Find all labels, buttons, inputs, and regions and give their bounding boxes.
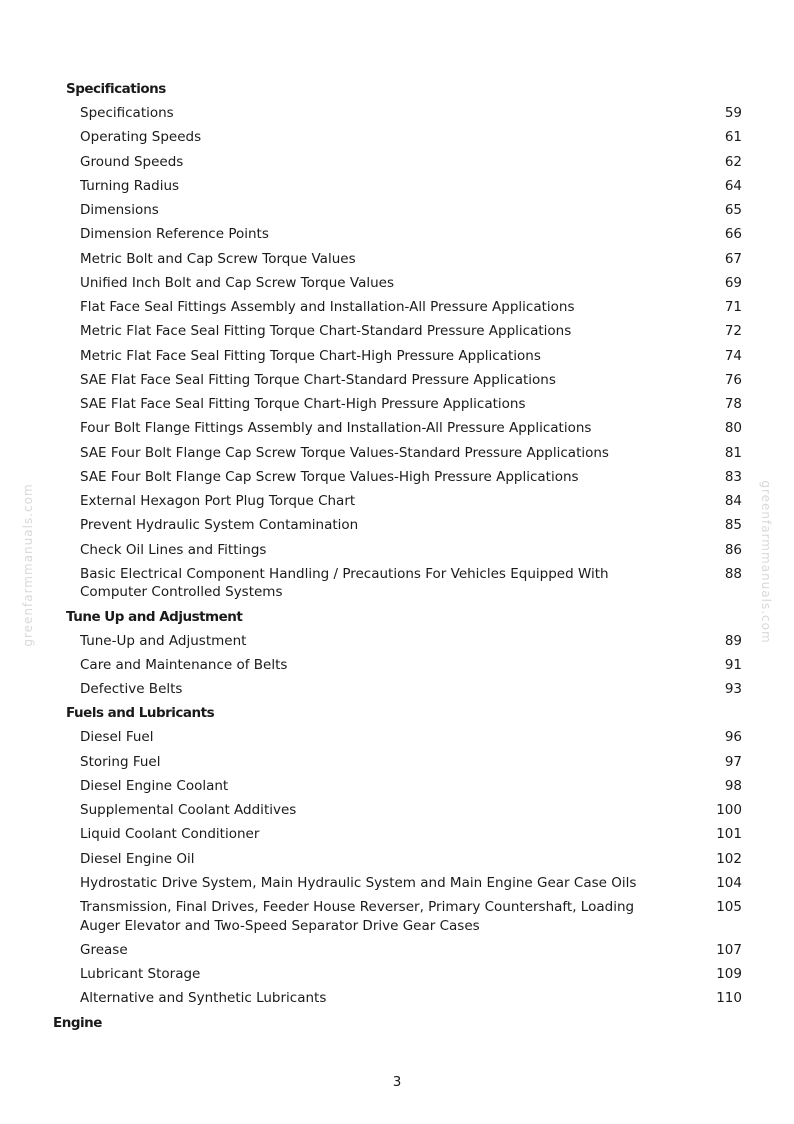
toc-entry-title: Turning Radius <box>80 177 180 194</box>
section-fuels-lubricants <box>0 725 794 1010</box>
toc-entry[interactable] <box>80 822 742 846</box>
toc-entry-page: 69 <box>724 274 742 291</box>
toc-entry-page: 84 <box>724 493 742 509</box>
toc-entry-title: Liquid Coolant Conditioner <box>80 826 260 843</box>
toc-entry[interactable] <box>80 871 742 895</box>
table-of-contents <box>0 77 794 1035</box>
toc-entry[interactable] <box>80 847 742 871</box>
toc-entry-page: 81 <box>724 444 742 461</box>
toc-entry-page: 76 <box>724 371 742 388</box>
toc-entry[interactable] <box>80 416 742 440</box>
watermark-left: greenfarmmanuals.com <box>21 483 35 647</box>
toc-entry-title: Metric Flat Face Seal Fitting Torque Chart-Standard Pressure Applications <box>80 323 572 340</box>
toc-entry-page: 71 <box>724 299 742 315</box>
toc-entry[interactable] <box>80 562 742 605</box>
toc-entry[interactable] <box>80 198 742 222</box>
toc-entry-page: 86 <box>724 541 742 558</box>
toc-entry[interactable] <box>80 392 742 416</box>
toc-entry-page: 62 <box>724 153 742 170</box>
toc-entry-page: 105 <box>716 899 742 915</box>
toc-entry-title: Dimensions <box>80 202 159 218</box>
toc-entry-page: 107 <box>716 941 742 958</box>
toc-entry-title: Defective Belts <box>80 681 183 697</box>
section-tune-up <box>0 629 794 702</box>
toc-entry-page: 88 <box>724 565 742 582</box>
toc-entry-page: 64 <box>724 177 742 194</box>
toc-entry-title: Basic Electrical Component Handling / Precautions For Vehicles Equipped With Computer Controlled Systems <box>80 565 609 601</box>
toc-entry-title: External Hexagon Port Plug Torque Chart <box>80 493 356 509</box>
toc-entry-page: 78 <box>724 396 742 412</box>
toc-entry[interactable] <box>80 725 742 749</box>
toc-entry[interactable] <box>80 222 742 246</box>
toc-entry-page: 104 <box>716 874 742 891</box>
toc-entry[interactable] <box>80 513 742 537</box>
toc-entry-page: 66 <box>724 226 742 243</box>
toc-entry[interactable] <box>80 489 742 513</box>
toc-entry-title: SAE Flat Face Seal Fitting Torque Chart-Standard Pressure Applications <box>80 371 556 388</box>
toc-entry-title: Supplemental Coolant Additives <box>80 802 297 818</box>
toc-entry-title: Check Oil Lines and Fittings <box>80 541 267 558</box>
toc-entry-title: Prevent Hydraulic System Contamination <box>80 517 359 534</box>
toc-entry[interactable] <box>80 677 742 701</box>
toc-entry-page: 102 <box>716 850 742 867</box>
toc-entry[interactable] <box>80 774 742 798</box>
toc-entry-page: 96 <box>724 729 742 746</box>
toc-entry[interactable] <box>80 295 742 319</box>
toc-entry-page: 67 <box>724 250 742 267</box>
toc-entry-title: Specifications <box>80 105 174 121</box>
toc-entry[interactable] <box>80 895 742 938</box>
toc-entry-title: Tune-Up and Adjustment <box>80 632 247 649</box>
toc-entry-page: 59 <box>724 105 742 121</box>
toc-entry-title: Care and Maintenance of Belts <box>80 656 288 673</box>
section-heading-specifications[interactable]: Specifications <box>66 81 166 97</box>
toc-entry-title: Unified Inch Bolt and Cap Screw Torque Values <box>80 274 395 291</box>
toc-entry-title: Diesel Engine Oil <box>80 850 195 867</box>
toc-entry-title: Metric Bolt and Cap Screw Torque Values <box>80 250 356 267</box>
toc-entry-page: 89 <box>724 632 742 649</box>
toc-entry[interactable] <box>80 798 742 822</box>
toc-entry-title: Grease <box>80 941 128 958</box>
toc-entry-title: Storing Fuel <box>80 753 161 770</box>
toc-entry-title: Operating Speeds <box>80 129 202 146</box>
toc-entry-page: 110 <box>716 990 742 1007</box>
toc-entry-title: Diesel Fuel <box>80 729 154 746</box>
toc-entry-title: Lubricant Storage <box>80 966 201 982</box>
toc-entry-page: 101 <box>716 826 742 843</box>
toc-entry[interactable] <box>80 344 742 368</box>
toc-entry-page: 74 <box>724 347 742 364</box>
toc-entry-title: Transmission, Final Drives, Feeder House Reverser, Primary Countershaft, Loading Auger Elevator and Two-Speed Separator Drive Gear Cases <box>80 899 635 934</box>
toc-entry[interactable] <box>80 441 742 465</box>
toc-entry[interactable] <box>80 986 742 1010</box>
toc-entry-page: 93 <box>724 681 742 697</box>
section-heading-engine[interactable]: Engine <box>53 1014 102 1031</box>
toc-entry[interactable] <box>80 938 742 962</box>
toc-entry-title: Metric Flat Face Seal Fitting Torque Chart-High Pressure Applications <box>80 347 541 364</box>
toc-entry-page: 72 <box>724 323 742 340</box>
toc-entry-page: 65 <box>724 202 742 218</box>
toc-entry[interactable] <box>80 247 742 271</box>
section-heading-fuels-lubricants[interactable]: Fuels and Lubricants <box>66 705 215 722</box>
toc-entry-page: 98 <box>724 777 742 794</box>
toc-entry[interactable] <box>80 538 742 562</box>
toc-entry[interactable] <box>80 125 742 149</box>
toc-entry-page: 109 <box>716 966 742 982</box>
toc-entry-page: 85 <box>724 517 742 534</box>
toc-entry[interactable] <box>80 368 742 392</box>
toc-entry[interactable] <box>80 174 742 198</box>
section-specifications <box>0 101 794 605</box>
toc-entry-title: Ground Speeds <box>80 153 184 170</box>
toc-entry[interactable] <box>80 271 742 295</box>
watermark-right: greenfarmmanuals.com <box>759 480 773 644</box>
toc-entry[interactable] <box>80 653 742 677</box>
toc-entry[interactable] <box>80 750 742 774</box>
toc-entry-title: SAE Flat Face Seal Fitting Torque Chart-High Pressure Applications <box>80 396 526 412</box>
toc-entry[interactable] <box>80 629 742 653</box>
page-number: 3 <box>392 1074 402 1090</box>
toc-entry-page: 91 <box>724 656 742 673</box>
toc-entry-title: SAE Four Bolt Flange Cap Screw Torque Values-Standard Pressure Applications <box>80 444 609 461</box>
toc-entry-page: 97 <box>724 753 742 770</box>
toc-entry-page: 100 <box>716 802 742 818</box>
toc-entry-title: Dimension Reference Points <box>80 226 269 243</box>
toc-entry[interactable] <box>80 150 742 174</box>
toc-entry-page: 61 <box>724 129 742 146</box>
toc-entry[interactable] <box>80 962 742 986</box>
toc-entry-page: 83 <box>724 468 742 485</box>
toc-entry-title: Alternative and Synthetic Lubricants <box>80 990 327 1007</box>
toc-entry-title: Hydrostatic Drive System, Main Hydraulic System and Main Engine Gear Case Oils <box>80 874 637 891</box>
section-heading-tune-up[interactable]: Tune Up and Adjustment <box>66 608 243 625</box>
toc-entry-title: Four Bolt Flange Fittings Assembly and Installation-All Pressure Applications <box>80 420 592 437</box>
toc-entry[interactable] <box>80 465 742 489</box>
toc-entry[interactable] <box>80 319 742 343</box>
toc-entry-title: SAE Four Bolt Flange Cap Screw Torque Values-High Pressure Applications <box>80 468 579 485</box>
toc-entry[interactable] <box>80 101 742 125</box>
toc-entry-title: Diesel Engine Coolant <box>80 777 229 794</box>
toc-entry-title: Flat Face Seal Fittings Assembly and Installation-All Pressure Applications <box>80 299 575 315</box>
toc-entry-page: 80 <box>724 420 742 437</box>
